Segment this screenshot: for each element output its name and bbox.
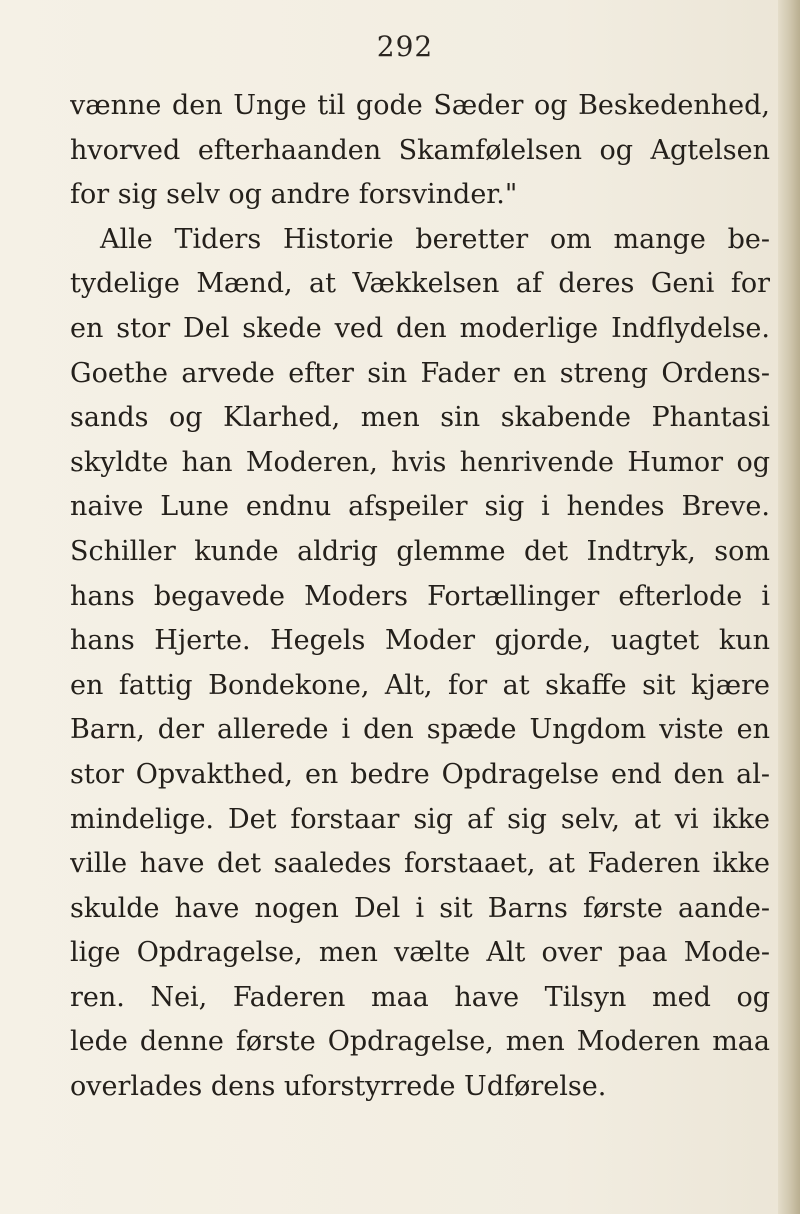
text-line: mindelige. Det forstaar sig af sig selv, at vi ikke xyxy=(70,803,770,835)
text-line: ville have det saaledes forstaaet, at Faderen ikke xyxy=(70,848,770,880)
text-line: for sig selv og andre forsvinder." xyxy=(70,179,518,211)
text-line: naive Lune endnu afspeiler sig i hendes Breve. xyxy=(70,491,770,523)
text-line: hans begavede Moders Fortællinger efterlode i xyxy=(70,580,770,612)
text-line: Schiller kunde aldrig glemme det Indtryk, som xyxy=(70,535,770,567)
text-line: lede denne første Opdragelse, men Moderen maa xyxy=(70,1026,770,1058)
text-line: skulde have nogen Del i sit Barns første aande- xyxy=(70,892,770,924)
text-line: lige Opdragelse, men vælte Alt over paa Mode- xyxy=(70,937,770,969)
text-line: vænne den Unge til gode Sæder og Beskedenhed, xyxy=(70,90,770,121)
text-line: hvorved efterhaanden Skamfølelsen og Agtelsen xyxy=(70,134,770,166)
text-line: stor Opvakthed, en bedre Opdragelse end den al- xyxy=(70,758,770,790)
text-line: ren. Nei, Faderen maa have Tilsyn med og xyxy=(70,981,770,1013)
text-line: skyldte han Moderen, hvis henrivende Humor og xyxy=(70,446,770,478)
page-edge-shadow xyxy=(778,0,800,1214)
page-number: 292 xyxy=(376,30,434,63)
text-line: tydelige Mænd, at Vækkelsen af deres Geni for xyxy=(70,268,770,300)
text-line: sands og Klarhed, men sin skabende Phantasi xyxy=(70,402,770,434)
body-text xyxy=(70,84,770,1110)
text-line: en fattig Bondekone, Alt, for at skaffe sit kjære xyxy=(70,669,770,701)
text-line: Barn, der allerede i den spæde Ungdom viste en xyxy=(70,714,770,746)
text-line: en stor Del skede ved den moderlige Indflydelse. xyxy=(70,312,770,344)
text-line: Alle Tiders Historie beretter om mange be- xyxy=(100,223,770,255)
text-line: Goethe arvede efter sin Fader en streng Ordens- xyxy=(70,357,770,389)
text-line: hans Hjerte. Hegels Moder gjorde, uagtet kun xyxy=(70,625,770,657)
text-line: overlades dens uforstyrrede Udførelse. xyxy=(70,1071,607,1103)
